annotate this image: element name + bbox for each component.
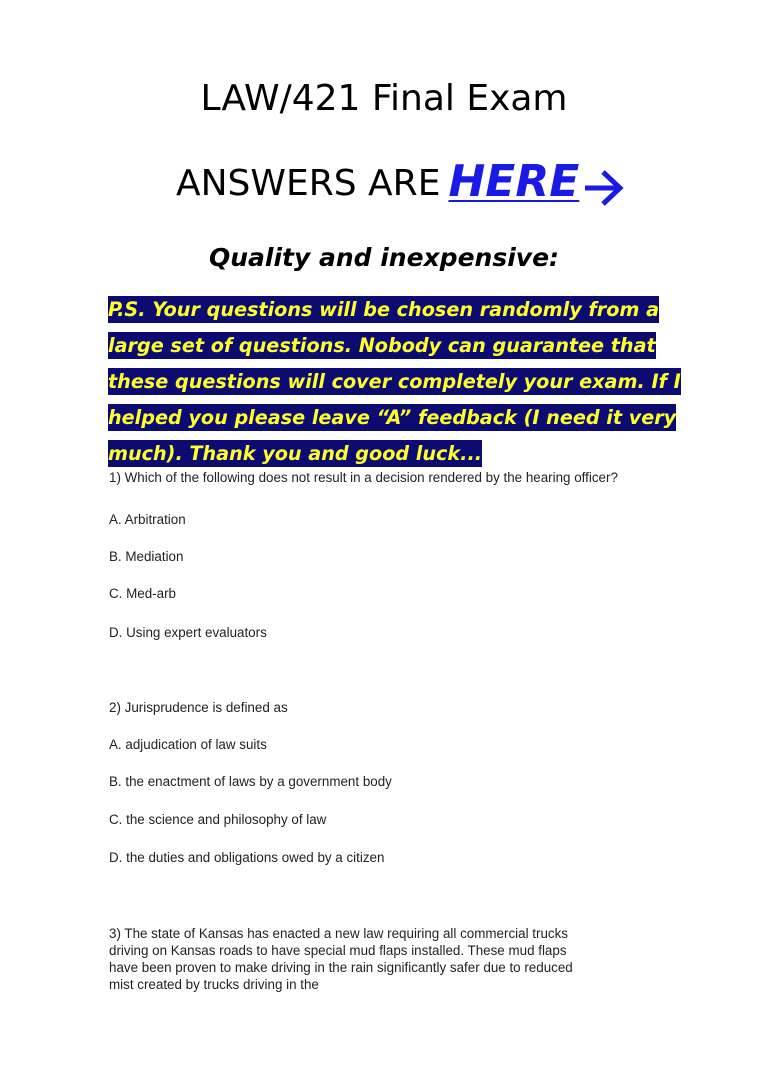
- subtitle: Quality and inexpensive:: [208, 243, 560, 272]
- question-1-option-a: A. Arbitration: [109, 512, 186, 527]
- question-1-prompt: 1) Which of the following does not result in a decision rendered by the hearing officer?: [109, 470, 618, 485]
- question-3-prompt: 3) The state of Kansas has enacted a new law requiring all commercial trucks driving on Kansas roads to have special mud flaps installed. These mud flaps have been proven to make driving in the rain significantly safer due to reduced mist created by trucks driving in the: [109, 926, 573, 992]
- answers-label: ANSWERS ARE: [176, 163, 441, 204]
- right-arrow-icon: [583, 168, 625, 208]
- question-1-option-c: C. Med-arb: [109, 586, 176, 601]
- question-2-option-a: A. adjudication of law suits: [109, 737, 267, 752]
- here-link[interactable]: HERE: [448, 156, 580, 207]
- exam-title: LAW/421 Final Exam: [200, 78, 568, 119]
- ps-note: [108, 292, 708, 472]
- question-1-option-b: B. Mediation: [109, 549, 184, 564]
- question-2-option-b: B. the enactment of laws by a government body: [109, 774, 392, 789]
- question-2-option-c: C. the science and philosophy of law: [109, 812, 327, 827]
- ps-note-text: P.S. Your questions will be chosen randomly from a large set of questions. Nobody can guarantee that these questions will cover completely your exam. If I helped you please leave “A” feedback (I need it very much). Thank you and good luck...: [108, 298, 681, 465]
- answers-heading: [176, 148, 625, 208]
- question-2-prompt: 2) Jurisprudence is defined as: [109, 700, 288, 715]
- question-1-option-d: D. Using expert evaluators: [109, 625, 267, 640]
- question-2-option-d: D. the duties and obligations owed by a citizen: [109, 850, 385, 865]
